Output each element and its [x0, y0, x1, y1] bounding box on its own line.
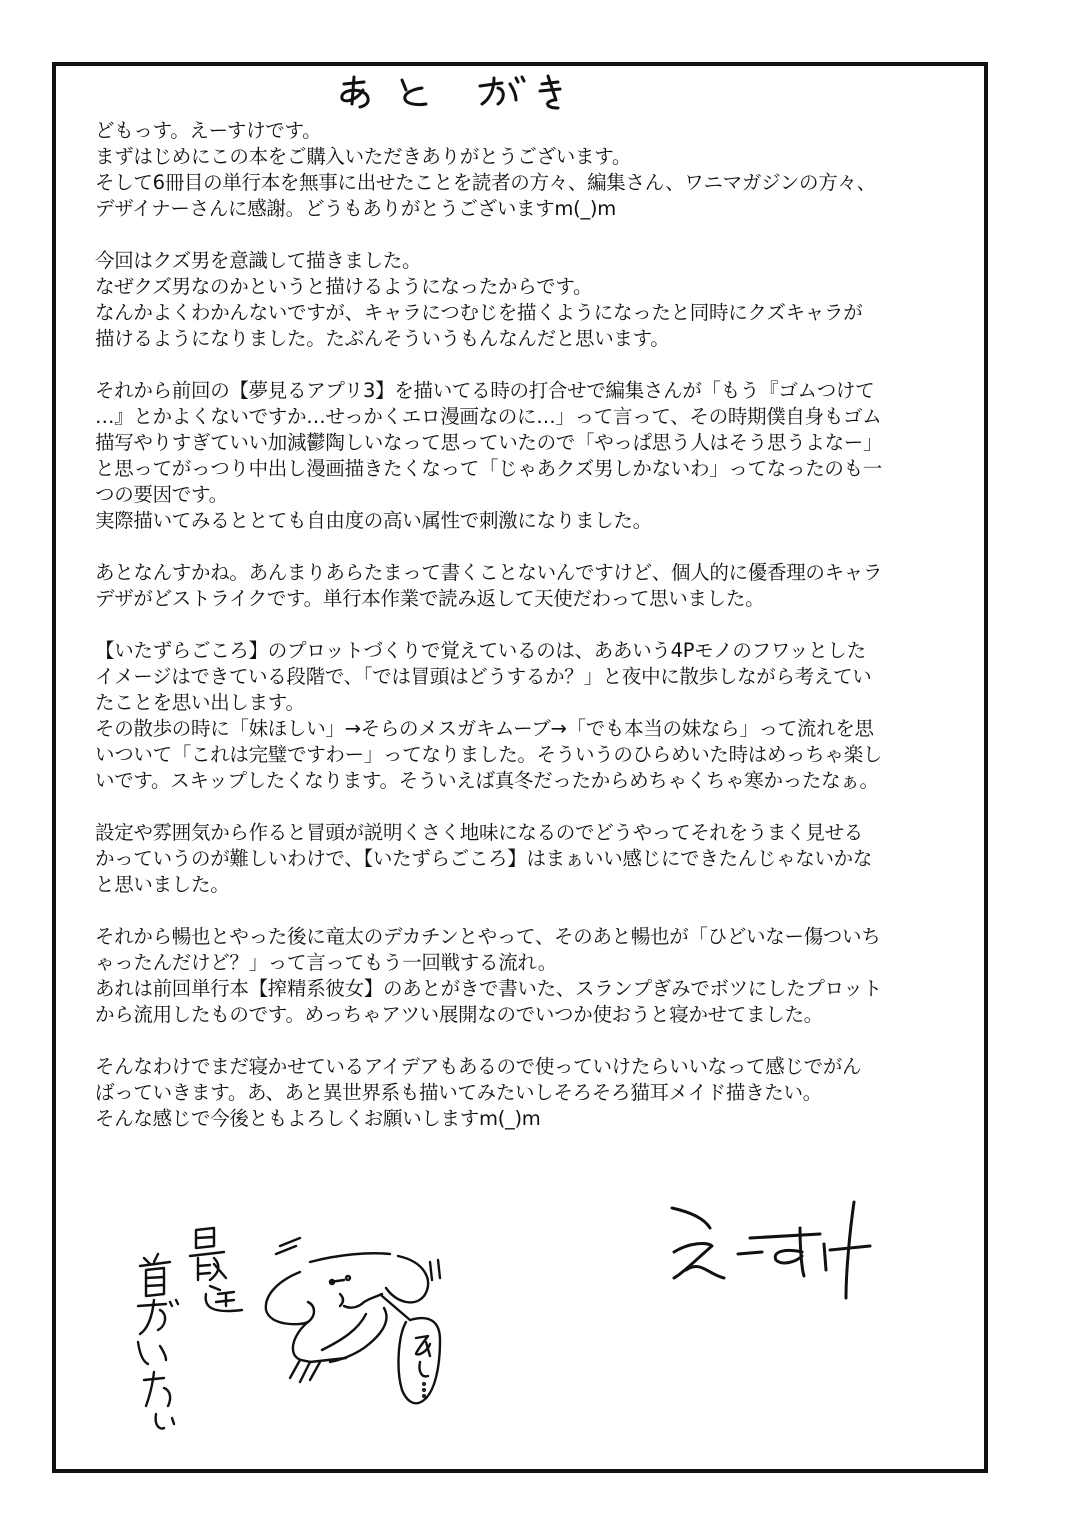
text-line: それから前回の【夢見るアプリ3】を描いてる時の打合せで編集さんが「もう『ゴムつけて: [95, 379, 875, 402]
text-line: …』とかよくないですか…せっかくエロ漫画なのに…」って言って、その時期僕自身もゴム: [95, 405, 882, 428]
text-line: その散歩の時に「妹ほしい」→そらのメスガキムーブ→「でも本当の妹なら」って流れを思: [95, 717, 874, 740]
paragraph-character-design: [95, 560, 975, 612]
text-line: 描けるようになりました。たぶんそういうもんなんだと思います。: [95, 327, 670, 350]
text-line: から流用したものです。めっちゃアツい展開なのでいつか使おうと寝かせてました。: [95, 1003, 823, 1026]
text-line: たことを思い出します。: [95, 691, 305, 714]
text-line: なんかよくわかんないですが、キャラにつむじを描くようになったと同時にクズキャラが: [95, 301, 863, 324]
text-line: と思ってがっつり中出し漫画描きたくなって「じゃあクズ男しかないわ」ってなったのも一: [95, 457, 883, 480]
paragraph-theme: [95, 248, 975, 352]
text-line: それから暢也とやった後に竜太のデカチンとやって、そのあと暢也が「ひどいなー傷ついち: [95, 925, 881, 948]
text-line: そんなわけでまだ寝かせているアイデアもあるので使っていけたらいいなって感じでがん: [95, 1055, 862, 1078]
text-line: と思いました。: [95, 873, 230, 896]
paragraph-story-flow: [95, 924, 975, 1028]
text-line: ばっていきます。あ、あと異世界系も描いてみたいしそろそろ猫耳メイド描きたい。: [95, 1081, 822, 1104]
author-signature: [660, 1190, 880, 1304]
doodle-sketch: [130, 1210, 470, 1474]
text-line: あれは前回単行本【搾精系彼女】のあとがきで書いた、スランプぎみでボツにしたプロット: [95, 977, 882, 1000]
dog-character-icon: [130, 1210, 470, 1470]
text-line: あとなんすかね。あんまりあらたまって書くことないんですけど、個人的に優香理のキャラ: [95, 561, 883, 584]
text-line: どもっす。えーすけです。: [95, 119, 322, 142]
text-line: まずはじめにこの本をご購入いただきありがとうございます。: [95, 145, 632, 168]
handwritten-title-icon: [330, 74, 590, 114]
paragraph-plot-idea: [95, 638, 975, 794]
text-line: デザイナーさんに感謝。どうもありがとうございますm(_)m: [95, 197, 616, 220]
page-title: [0, 0, 1080, 60]
text-line: いついて「これは完璧ですわー」ってなりました。そういうのひらめいた時はめっちゃ楽し: [95, 743, 883, 766]
text-line: かっていうのが難しいわけで、【いたずらごころ】はまぁいい感じにできたんじゃないかな: [95, 847, 873, 870]
text-line: デザがどストライクです。単行本作業で読み返して天使だわって思いました。: [95, 587, 765, 610]
text-line: いです。スキップしたくなります。そういえば真冬だったからめちゃくちゃ寒かったなぁ。: [95, 769, 879, 792]
paragraph-opening: [95, 820, 975, 898]
text-line: ゃったんだけど？」って言ってもう一回戦する流れ。: [95, 951, 557, 974]
text-line: そして6冊目の単行本を無事に出せたことを読者の方々、編集さん、ワニマガジンの方々、: [95, 171, 876, 194]
text-line: なぜクズ男なのかというと描けるようになったからです。: [95, 275, 593, 298]
text-line: 実際描いてみるととても自由度の高い属性で刺激になりました。: [95, 509, 652, 532]
text-line: つの要因です。: [95, 483, 228, 506]
text-line: 描写やりすぎていい加減鬱陶しいなって思っていたので「やっぱ思う人はそう思うよなー」: [95, 431, 883, 454]
text-line: そんな感じで今後ともよろしくお願いしますm(_)m: [95, 1107, 541, 1130]
text-line: イメージはできている段階で、「では冒頭はどうするか？」と夜中に散歩しながら考えてい: [95, 665, 872, 688]
text-line: 今回はクズ男を意識して描きました。: [95, 249, 422, 272]
signature-handwriting-icon: [660, 1190, 880, 1300]
text-line: 【いたずらごころ】のプロットづくりで覚えているのは、ああいう4Pモノのフワッとした: [95, 639, 866, 662]
afterword-body: [95, 118, 975, 1132]
text-line: 設定や雰囲気から作ると冒頭が説明くさく地味になるのでどうやってそれをうまく見せる: [95, 821, 864, 844]
paragraph-previous-work: [95, 378, 975, 534]
paragraph-closing: [95, 1054, 975, 1132]
paragraph-greeting: [95, 118, 975, 222]
